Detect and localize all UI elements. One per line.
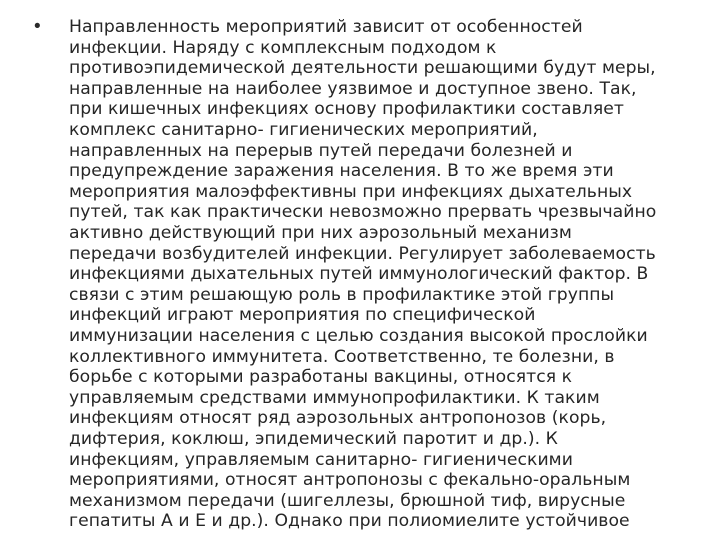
text-line: Направленность мероприятий зависит от особенностей [69, 17, 583, 37]
text-line: механизмом передачи (шигеллезы, брюшной тиф, вирусные [69, 490, 626, 511]
text-line: мероприятия малоэффективны при инфекциях дыхательных [69, 181, 633, 202]
text-line: передачи возбудителей инфекции. Регулирует заболеваемость [69, 243, 656, 264]
bullet-icon: • [34, 16, 41, 37]
text-line: гепатиты А и Е и др.). Однако при полиомиелите устойчивое [69, 511, 630, 532]
text-line: путей, так как практически невозможно прервать чрезвычайно [69, 202, 657, 223]
text-line: направленных на перерыв путей передачи болезней и [69, 140, 573, 161]
text-line: инфекции. Наряду с комплексным подходом к [69, 37, 497, 58]
text-line: коллективного иммунитета. Соответственно, те болезни, в [69, 346, 615, 367]
text-line: связи с этим решающую роль в профилактике этой группы [69, 284, 615, 305]
text-line: инфекциям, управляемым санитарно- гигиеническими [69, 449, 573, 470]
text-line: борьбе с которыми разработаны вакцины, относятся к [69, 367, 573, 388]
text-line: противоэпидемической деятельности решающими будут меры, [69, 58, 656, 79]
text-line: направленные на наиболее уязвимое и доступное звено. Так, [69, 78, 637, 99]
text-line: инфекциям относят ряд аэрозольных антропонозов (корь, [69, 408, 607, 429]
text-line: управляемым средствами иммунопрофилактики. К таким [69, 387, 600, 408]
text-line: при кишечных инфекциях основу профилактики составляет [69, 99, 624, 120]
text-line: иммунизации населения с целью создания высокой прослойки [69, 326, 648, 346]
text-line: инфекций играют мероприятия по специфической [69, 305, 536, 326]
text-line: комплекс санитарно- гигиенических мероприятий, [69, 120, 538, 140]
text-line: мероприятиями, относят антропонозы с фекально-оральным [69, 470, 631, 491]
text-line: активно действующий при них аэрозольный механизм [69, 223, 572, 243]
text-line: инфекциями дыхательных путей иммунологический фактор. В [69, 264, 649, 285]
text-line: предупреждение заражения населения. В то же время эти [69, 161, 614, 182]
text-line: дифтерия, коклюш, эпидемический паротит и др.). К [69, 429, 558, 449]
